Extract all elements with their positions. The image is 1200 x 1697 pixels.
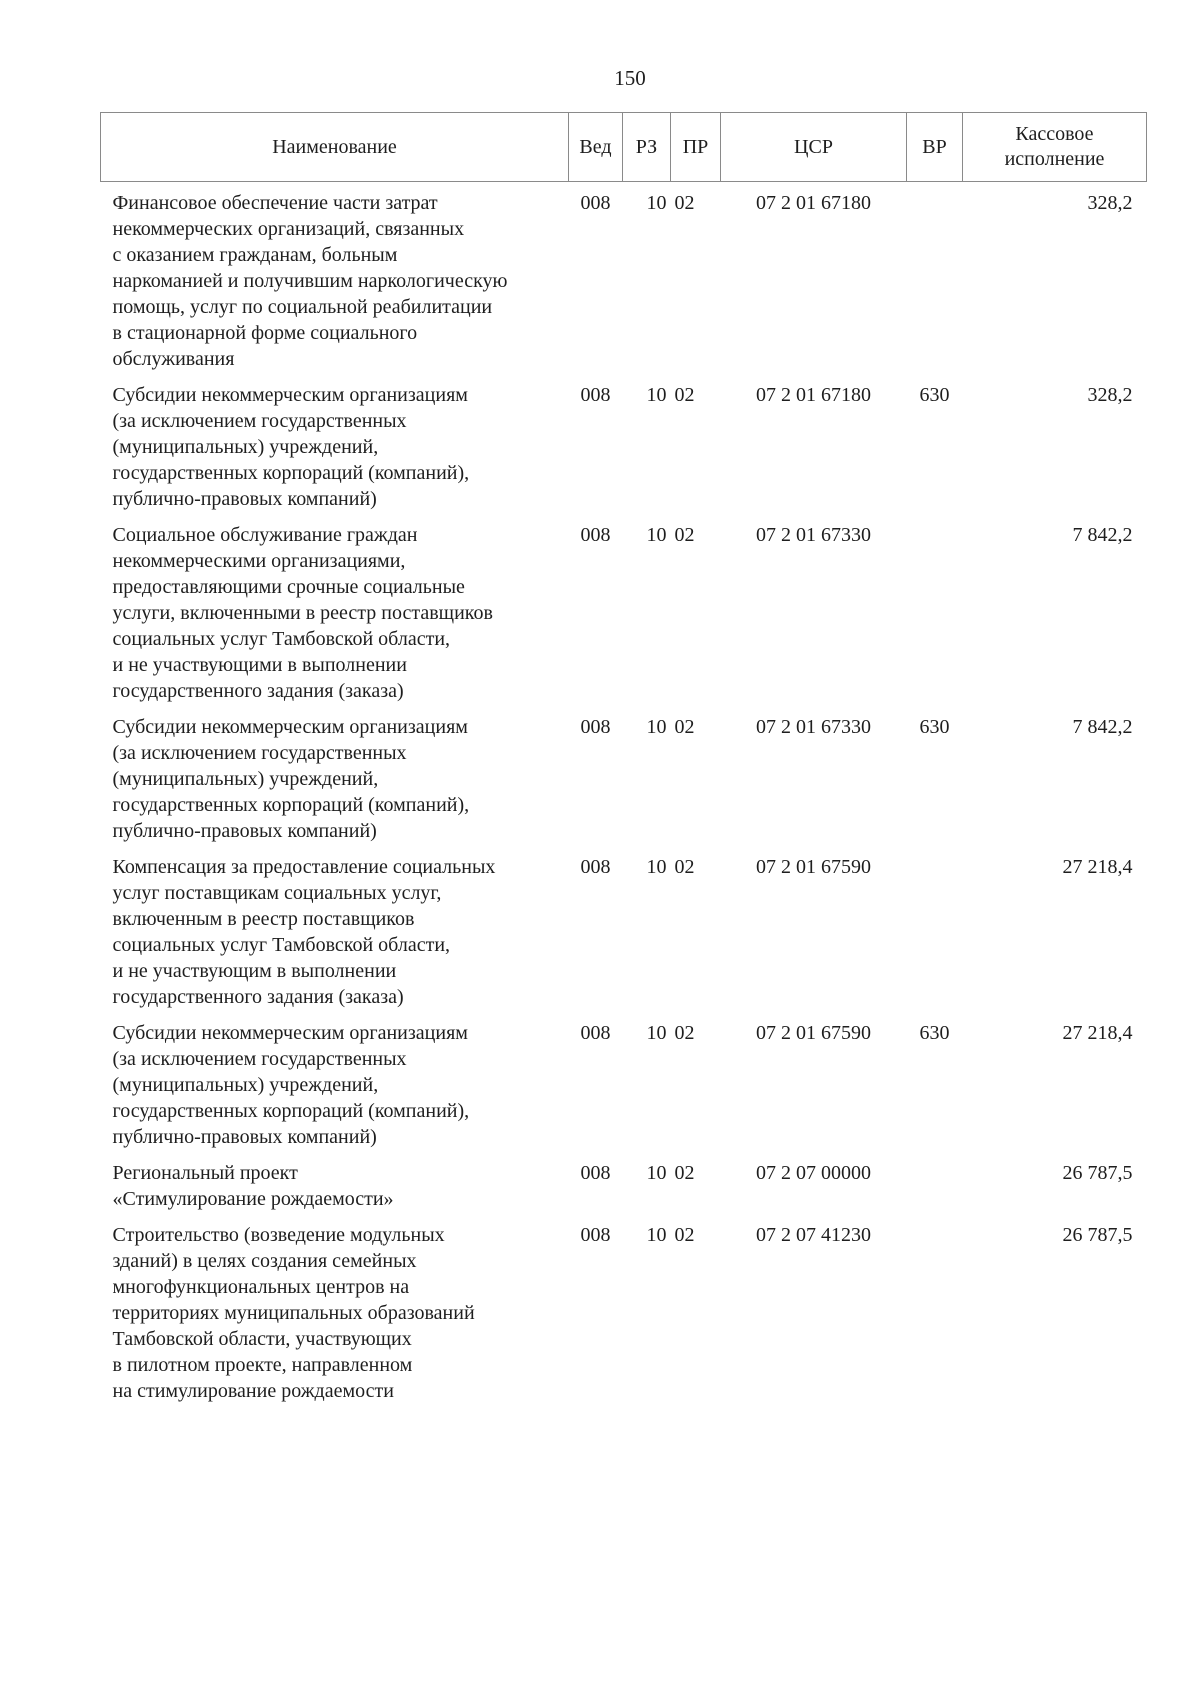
cell-name-line: некоммерческими организациями,: [112, 550, 406, 572]
cell-name-line: государственного задания (заказа): [112, 986, 404, 1008]
table-row: [101, 1160, 1147, 1222]
cell-name: [101, 1020, 569, 1160]
cell-name-line: Субсидии некоммерческим организациям: [112, 716, 468, 738]
cell-vr: 630: [919, 384, 950, 406]
table-row: [101, 182, 1147, 383]
cell-ved: 008: [580, 716, 611, 738]
cell-name-line: включенным в реестр поставщиков: [112, 908, 415, 930]
cell-ved: 008: [580, 1162, 611, 1184]
cell-sum: 26 787,5: [1062, 1162, 1133, 1184]
cell-name-line: с оказанием гражданам, больным: [112, 244, 398, 266]
cell-name-line: Строительство (возведение модульных: [112, 1224, 445, 1246]
cell-rz: 10: [646, 384, 667, 406]
table-row: [101, 714, 1147, 854]
header-sum-line1: Кассовое: [1015, 123, 1094, 145]
cell-name-line: на стимулирование рождаемости: [112, 1380, 394, 1402]
cell-name-line: «Стимулирование рождаемости»: [112, 1188, 394, 1210]
cell-name: [101, 1222, 569, 1414]
cell-name-line: Социальное обслуживание граждан: [112, 524, 418, 546]
cell-csr: 07 2 01 67590: [756, 1022, 871, 1044]
cell-csr: 07 2 01 67330: [756, 716, 871, 738]
cell-name-line: (за исключением государственных: [112, 1048, 407, 1070]
cell-name-line: территориях муниципальных образований: [112, 1302, 475, 1324]
cell-name-line: и не участвующими в выполнении: [112, 654, 407, 676]
cell-sum: 27 218,4: [1062, 1022, 1133, 1044]
cell-pr: 02: [674, 524, 695, 546]
cell-name-line: (за исключением государственных: [112, 410, 407, 432]
cell-name-line: государственных корпораций (компаний),: [112, 1100, 470, 1122]
cell-name-line: социальных услуг Тамбовской области,: [112, 628, 451, 650]
cell-ved: 008: [580, 192, 611, 214]
cell-name: [101, 714, 569, 854]
table-body: [101, 182, 1147, 1415]
cell-name: [101, 854, 569, 1020]
cell-sum: 328,2: [1087, 192, 1133, 214]
cell-rz: 10: [646, 192, 667, 214]
header-vr: ВР: [907, 113, 963, 182]
cell-name-line: государственных корпораций (компаний),: [112, 794, 470, 816]
cell-name-line: публично-правовых компаний): [112, 488, 377, 510]
cell-name: [101, 382, 569, 522]
cell-sum: 7 842,2: [1072, 524, 1133, 546]
cell-name-line: в пилотном проекте, направленном: [112, 1354, 413, 1376]
cell-vr: [907, 1222, 963, 1414]
cell-vr: 630: [919, 1022, 950, 1044]
cell-pr: 02: [674, 1162, 695, 1184]
header-pr: ПР: [671, 113, 721, 182]
cell-rz: 10: [646, 524, 667, 546]
cell-name-line: (за исключением государственных: [112, 742, 407, 764]
header-sum: [963, 113, 1147, 182]
header-ved: Вед: [569, 113, 623, 182]
page-number: 150: [614, 66, 646, 90]
cell-name-line: предоставляющими срочные социальные: [112, 576, 465, 598]
header-csr: ЦСР: [721, 113, 907, 182]
cell-vr: [907, 182, 963, 383]
cell-name-line: и не участвующим в выполнении: [112, 960, 397, 982]
header-sum-line2: исполнение: [1004, 148, 1105, 170]
table-row: [101, 1020, 1147, 1160]
cell-csr: 07 2 01 67590: [756, 856, 871, 878]
cell-vr: 630: [919, 716, 950, 738]
header-rz: РЗ: [623, 113, 671, 182]
cell-ved: 008: [580, 524, 611, 546]
cell-name-line: социальных услуг Тамбовской области,: [112, 934, 451, 956]
cell-name-line: зданий) в целях создания семейных: [112, 1250, 417, 1272]
cell-pr: 02: [674, 856, 695, 878]
cell-pr: 02: [674, 1022, 695, 1044]
cell-pr: 02: [674, 192, 695, 214]
cell-name-line: Финансовое обеспечение части затрат: [112, 192, 438, 214]
cell-name-line: помощь, услуг по социальной реабилитации: [112, 296, 493, 318]
cell-sum: 26 787,5: [1062, 1224, 1133, 1246]
cell-name-line: некоммерческих организаций, связанных: [112, 218, 465, 240]
cell-sum: 7 842,2: [1072, 716, 1133, 738]
cell-name-line: Субсидии некоммерческим организациям: [112, 384, 468, 406]
cell-name-line: публично-правовых компаний): [112, 1126, 377, 1148]
cell-name-line: в стационарной форме социального: [112, 322, 418, 344]
cell-name-line: (муниципальных) учреждений,: [112, 768, 379, 790]
cell-rz: 10: [646, 856, 667, 878]
cell-sum: 27 218,4: [1062, 856, 1133, 878]
cell-ved: 008: [580, 856, 611, 878]
cell-vr: [907, 1160, 963, 1222]
cell-name: [101, 1160, 569, 1222]
table-row: [101, 382, 1147, 522]
cell-ved: 008: [580, 1022, 611, 1044]
cell-csr: 07 2 01 67330: [756, 524, 871, 546]
cell-name-line: (муниципальных) учреждений,: [112, 1074, 379, 1096]
cell-name-line: Региональный проект: [112, 1162, 298, 1184]
cell-name-line: (муниципальных) учреждений,: [112, 436, 379, 458]
table-row: [101, 1222, 1147, 1414]
cell-csr: 07 2 07 41230: [756, 1224, 871, 1246]
cell-pr: 02: [674, 384, 695, 406]
cell-sum: 328,2: [1087, 384, 1133, 406]
header-name: Наименование: [101, 113, 569, 182]
cell-name-line: услуг поставщикам социальных услуг,: [112, 882, 442, 904]
cell-csr: 07 2 01 67180: [756, 384, 871, 406]
cell-name: [101, 182, 569, 383]
cell-name-line: наркоманией и получившим наркологическую: [112, 270, 508, 292]
cell-name-line: многофункциональных центров на: [112, 1276, 410, 1298]
cell-name-line: обслуживания: [112, 348, 235, 370]
cell-rz: 10: [646, 1022, 667, 1044]
cell-ved: 008: [580, 384, 611, 406]
cell-csr: 07 2 07 00000: [756, 1162, 871, 1184]
cell-name-line: Субсидии некоммерческим организациям: [112, 1022, 468, 1044]
cell-name-line: государственных корпораций (компаний),: [112, 462, 470, 484]
cell-name-line: публично-правовых компаний): [112, 820, 377, 842]
cell-rz: 10: [646, 716, 667, 738]
table-row: [101, 854, 1147, 1020]
cell-vr: [907, 522, 963, 714]
cell-name-line: услуги, включенными в реестр поставщиков: [112, 602, 493, 624]
cell-ved: 008: [580, 1224, 611, 1246]
table-header-row: [101, 113, 1147, 182]
table-row: [101, 522, 1147, 714]
cell-pr: 02: [674, 1224, 695, 1246]
cell-csr: 07 2 01 67180: [756, 192, 871, 214]
cell-rz: 10: [646, 1162, 667, 1184]
cell-name-line: государственного задания (заказа): [112, 680, 404, 702]
cell-pr: 02: [674, 716, 695, 738]
cell-name-line: Тамбовской области, участвующих: [112, 1328, 412, 1350]
budget-execution-table: [100, 112, 1147, 1414]
cell-name: [101, 522, 569, 714]
cell-vr: [907, 854, 963, 1020]
cell-rz: 10: [646, 1224, 667, 1246]
cell-name-line: Компенсация за предоставление социальных: [112, 856, 496, 878]
